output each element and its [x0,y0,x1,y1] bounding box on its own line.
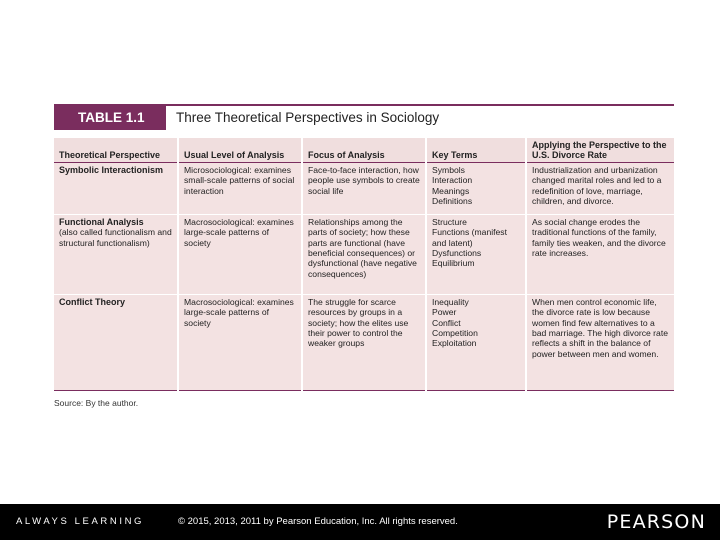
key-term: Exploitation [432,338,477,349]
key-term: Dysfunctions [432,248,482,259]
divorce-rate-cell: As social change erodes the traditional functions of the family, family ties weaken, and the divorce rate increases. [526,214,674,294]
perspective-name: Symbolic Interactionism [59,164,164,175]
key-term: Structure [432,216,467,227]
footer-bar [0,504,720,540]
key-term: Power [432,307,457,318]
perspective-cell [54,294,178,390]
column-header-focus: Focus of Analysis [302,138,426,162]
table-row [54,294,674,390]
table-row [54,162,674,214]
perspective-note: (also called functionalism and structural functionalism) [59,227,172,248]
perspective-cell [54,214,178,294]
key-term: Equilibrium [432,258,475,269]
table-row [54,214,674,294]
focus-cell: Face-to-face interaction, how people use symbols to create social life [302,162,426,214]
key-term: Competition [432,328,478,339]
column-header-divorce-rate: Applying the Perspective to the U.S. Divorce Rate [526,138,674,162]
key-term: Definitions [432,196,473,207]
key-terms-cell [426,294,526,390]
level-cell: Macrosociological: examines large-scale patterns of society [178,214,302,294]
column-header-level: Usual Level of Analysis [178,138,302,162]
source-note: Source: By the author. [54,398,139,408]
key-term: Conflict [432,317,461,328]
column-header-perspective: Theoretical Perspective [54,138,178,162]
level-cell: Macrosociological: examines large-scale patterns of society [178,294,302,390]
key-terms-cell [426,214,526,294]
key-term: Symbols [432,164,465,175]
footer-tagline: ALWAYS LEARNING [16,516,145,527]
perspective-cell [54,162,178,214]
perspective-name: Conflict Theory [59,296,126,307]
table-title: Three Theoretical Perspectives in Sociology [176,110,440,125]
focus-cell: Relationships among the parts of society; how these parts are functional (have beneficial consequences) or dysfunctional (have negative consequences) [302,214,426,294]
key-term: Meanings [432,185,470,196]
focus-cell: The struggle for scarce resources by groups in a society; how the elites use their power to control the weaker groups [302,294,426,390]
column-header-key-terms: Key Terms [426,138,526,162]
table-header-row [54,138,674,162]
pearson-logo: PEARSON [606,511,706,533]
perspective-name: Functional Analysis [59,216,144,227]
key-term: Functions (manifest and latent) [432,227,507,248]
perspectives-table [54,138,674,391]
key-term: Inequality [432,296,469,307]
table-number-label: TABLE 1.1 [54,106,166,130]
divorce-rate-cell: Industrialization and urbanization changed marital roles and led to a redefinition of love, marriage, children, and divorce. [526,162,674,214]
key-term: Interaction [432,175,473,186]
level-cell: Microsociological: examines small-scale patterns of social interaction [178,162,302,214]
divorce-rate-cell: When men control economic life, the divorce rate is low because women find few alternatives to a bad marriage. The high divorce rate reflects a shift in the balance of power between men and women. [526,294,674,390]
copyright-notice: © 2015, 2013, 2011 by Pearson Education, Inc. All rights reserved. [178,516,458,527]
key-terms-cell [426,162,526,214]
